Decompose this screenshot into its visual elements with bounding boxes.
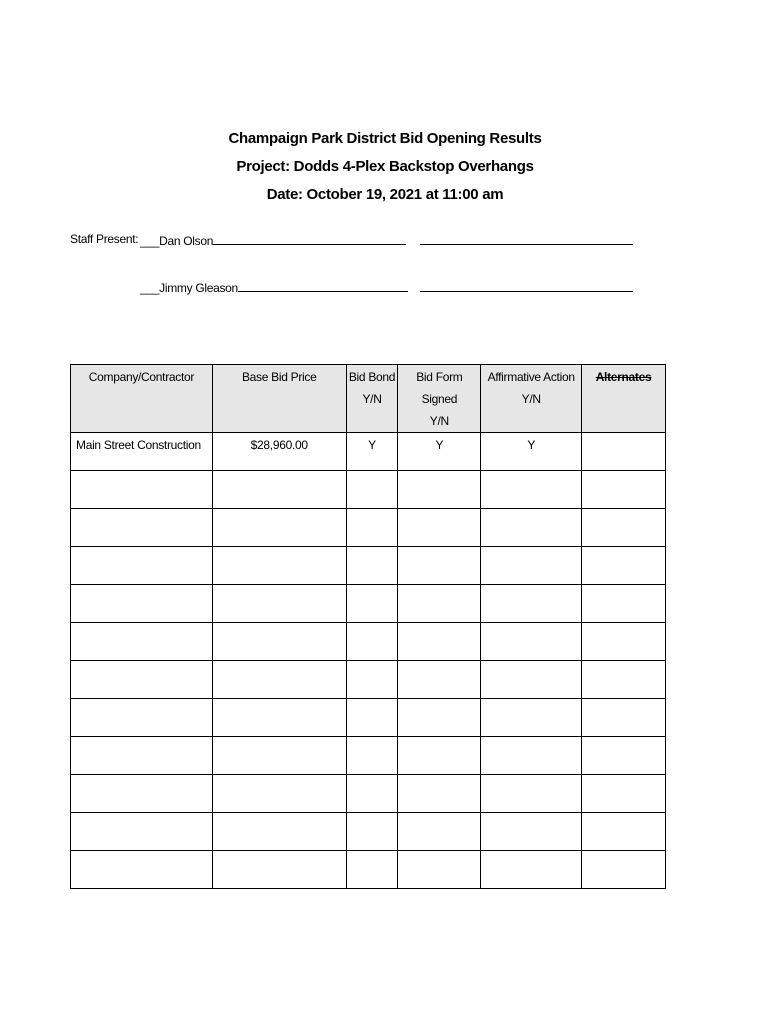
cell-affirmative-action	[481, 547, 582, 585]
header-company: Company/Contractor	[71, 365, 213, 433]
cell-bid-bond	[346, 699, 398, 737]
table-row	[71, 547, 666, 585]
table-row	[71, 433, 666, 471]
cell-company	[71, 699, 213, 737]
signature-blank	[213, 232, 406, 245]
cell-alternates	[582, 471, 666, 509]
cell-base-bid	[212, 813, 346, 851]
cell-bid-bond	[346, 737, 398, 775]
cell-bid-bond	[346, 851, 398, 889]
date-line: Date: October 19, 2021 at 11:00 am	[266, 186, 504, 203]
cell-company	[71, 585, 213, 623]
cell-affirmative-action	[481, 661, 582, 699]
cell-alternates	[582, 623, 666, 661]
table-header-row	[71, 365, 666, 433]
cell-affirmative-action: Y	[481, 433, 582, 471]
signature-blank	[420, 279, 633, 292]
cell-alternates	[582, 509, 666, 547]
cell-bid-bond	[346, 471, 398, 509]
cell-base-bid	[212, 471, 346, 509]
cell-alternates	[582, 813, 666, 851]
cell-base-bid	[212, 851, 346, 889]
cell-affirmative-action	[481, 509, 582, 547]
signature-blank	[238, 279, 408, 292]
cell-company	[71, 851, 213, 889]
staff-name-2-text: ___Jimmy Gleason	[140, 281, 238, 295]
cell-base-bid	[212, 775, 346, 813]
document-header	[0, 125, 770, 209]
staff-name-1	[140, 232, 406, 248]
table-row	[71, 661, 666, 699]
cell-affirmative-action	[481, 699, 582, 737]
cell-base-bid	[212, 547, 346, 585]
header-bid-bond: Bid Bond Y/N	[346, 365, 398, 433]
cell-bid-bond	[346, 775, 398, 813]
table-row	[71, 737, 666, 775]
cell-base-bid	[212, 509, 346, 547]
cell-alternates	[582, 851, 666, 889]
header-bid-form: Bid Form Signed Y/N	[398, 365, 481, 433]
cell-affirmative-action	[481, 775, 582, 813]
cell-company	[71, 737, 213, 775]
cell-company	[71, 547, 213, 585]
cell-bid-bond	[346, 585, 398, 623]
header-alternates: Alternates	[582, 365, 666, 433]
cell-bid-form	[398, 737, 481, 775]
cell-alternates	[582, 661, 666, 699]
cell-bid-form	[398, 585, 481, 623]
staff-name-1-text: ___Dan Olson	[140, 234, 214, 248]
table-row	[71, 623, 666, 661]
cell-affirmative-action	[481, 737, 582, 775]
table-row	[71, 851, 666, 889]
document-title: Champaign Park District Bid Opening Results	[228, 130, 542, 147]
cell-bid-form	[398, 813, 481, 851]
cell-base-bid	[212, 623, 346, 661]
signature-blank	[420, 232, 633, 245]
cell-base-bid: $28,960.00	[212, 433, 346, 471]
cell-alternates	[582, 737, 666, 775]
project-line: Project: Dodds 4-Plex Backstop Overhangs	[236, 158, 534, 175]
cell-affirmative-action	[481, 471, 582, 509]
cell-bid-form	[398, 623, 481, 661]
cell-bid-form: Y	[398, 433, 481, 471]
header-base-bid: Base Bid Price	[212, 365, 346, 433]
cell-bid-bond: Y	[346, 433, 398, 471]
cell-alternates	[582, 547, 666, 585]
cell-company	[71, 509, 213, 547]
cell-company	[71, 471, 213, 509]
table-row	[71, 775, 666, 813]
cell-company	[71, 661, 213, 699]
cell-company: Main Street Construction	[71, 433, 213, 471]
cell-bid-bond	[346, 623, 398, 661]
cell-company	[71, 775, 213, 813]
bid-rows	[71, 433, 666, 889]
cell-bid-bond	[346, 547, 398, 585]
cell-bid-bond	[346, 661, 398, 699]
cell-company	[71, 623, 213, 661]
table-row	[71, 471, 666, 509]
cell-base-bid	[212, 585, 346, 623]
cell-base-bid	[212, 661, 346, 699]
table-row	[71, 585, 666, 623]
cell-bid-form	[398, 471, 481, 509]
staff-name-2	[140, 279, 408, 295]
cell-bid-form	[398, 699, 481, 737]
cell-alternates	[582, 433, 666, 471]
cell-affirmative-action	[481, 813, 582, 851]
table-row	[71, 509, 666, 547]
cell-company	[71, 813, 213, 851]
staff-present-label: Staff Present:	[70, 232, 139, 246]
cell-affirmative-action	[481, 585, 582, 623]
cell-base-bid	[212, 737, 346, 775]
cell-bid-bond	[346, 509, 398, 547]
table-row	[71, 813, 666, 851]
cell-bid-form	[398, 509, 481, 547]
cell-bid-form	[398, 851, 481, 889]
header-affirmative-action: Affirmative Action Y/N	[481, 365, 582, 433]
cell-bid-form	[398, 775, 481, 813]
table-row	[71, 699, 666, 737]
cell-bid-form	[398, 547, 481, 585]
bid-results-table	[70, 364, 666, 889]
cell-bid-bond	[346, 813, 398, 851]
cell-alternates	[582, 699, 666, 737]
cell-bid-form	[398, 661, 481, 699]
cell-alternates	[582, 775, 666, 813]
cell-alternates	[582, 585, 666, 623]
cell-base-bid	[212, 699, 346, 737]
cell-affirmative-action	[481, 623, 582, 661]
cell-affirmative-action	[481, 851, 582, 889]
